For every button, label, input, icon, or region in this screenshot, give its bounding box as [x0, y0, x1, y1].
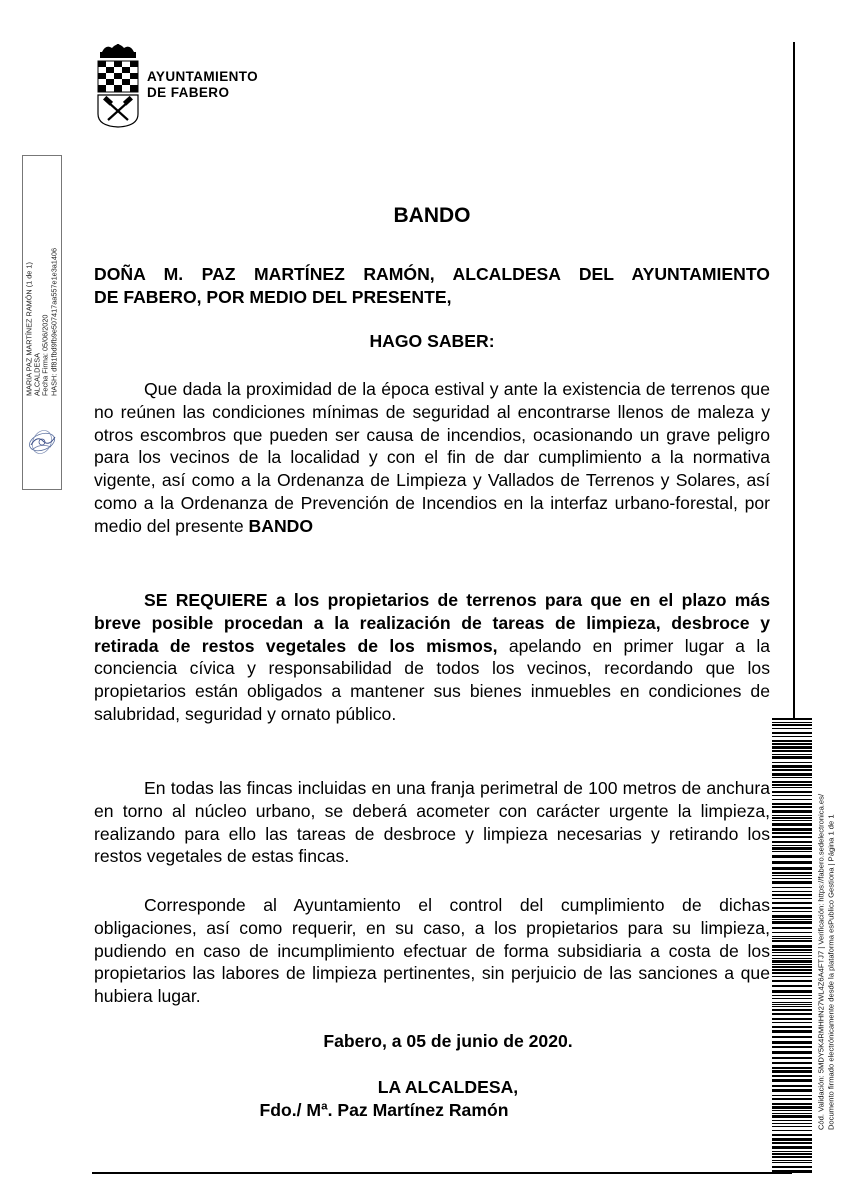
barcode-bar — [772, 1113, 812, 1114]
crossed-hammers-icon — [98, 95, 138, 127]
barcode-bar — [772, 875, 812, 876]
barcode-bar — [772, 791, 812, 793]
signatory-role: LA ALCALDESA, — [377, 1077, 519, 1097]
barcode-bar — [772, 787, 812, 788]
paragraph-2 — [94, 589, 770, 726]
document-title: BANDO — [393, 204, 471, 227]
barcode-bar — [772, 817, 812, 819]
barcode-bar — [772, 1002, 812, 1003]
barcode-bar — [772, 1067, 812, 1069]
barcode-bar — [772, 964, 812, 965]
barcode-bar — [772, 845, 812, 846]
barcode-bar — [772, 1162, 812, 1163]
barcode-bar — [772, 718, 812, 720]
barcode-bar — [772, 851, 812, 852]
barcode-bar — [772, 832, 812, 834]
document-date: Fabero, a 05 de junio de 2020. — [323, 1031, 573, 1051]
barcode-bar — [772, 915, 812, 918]
validation-line-2: Documento firmado electrónicamente desde la plataforma esPublico Gestiona | Página 1 de 1 — [826, 814, 835, 1131]
barcode-bar — [772, 938, 812, 939]
signer-role: ALCALDESA — [32, 353, 42, 397]
barcode-bar — [772, 958, 812, 959]
barcode-bar — [772, 1156, 812, 1158]
barcode-bar — [772, 773, 812, 776]
barcode-bar — [772, 940, 812, 942]
barcode-bar — [772, 1057, 812, 1059]
barcode-bar — [772, 1026, 812, 1028]
barcode-bar — [772, 969, 812, 971]
barcode-bar — [772, 881, 812, 884]
barcode-bar — [772, 1153, 812, 1155]
barcode-bar — [772, 921, 812, 924]
signatory-name: Fdo./ Mª. Paz Martínez Ramón — [259, 1100, 509, 1120]
barcode-bar — [772, 1138, 812, 1141]
barcode-bar — [772, 1062, 812, 1064]
barcode-bar — [772, 1009, 812, 1011]
barcode-bar — [772, 743, 812, 745]
heading-line-2: DE FABERO, POR MEDIO DEL PRESENTE, — [94, 287, 452, 307]
barcode-bar — [772, 1110, 812, 1111]
barcode-bar — [772, 777, 812, 778]
barcode-bar — [772, 736, 812, 737]
barcode-bar — [772, 998, 812, 999]
barcode-bar — [772, 765, 812, 768]
paragraph-3: En todas las fincas incluidas en una franja perimetral de 100 metros de anchura en torno al núcleo urbano, se deberá acometer con carácter urgente la limpieza, realizando para ello las tareas de desbroce y limpieza necesarias y retirando los restos vegetales de estas fincas. — [94, 778, 770, 867]
barcode-bar — [772, 949, 812, 951]
barcode-bar — [772, 1134, 812, 1136]
barcode-bar — [772, 769, 812, 771]
barcode-bar — [772, 902, 812, 904]
barcode-bar — [772, 985, 812, 987]
barcode-bar — [772, 1103, 812, 1105]
barcode-bar — [772, 980, 812, 982]
paragraph-4: Corresponde al Ayuntamiento el control del cumplimiento de dichas obligaciones, así como requerir, en su caso, a los propietarios para su limpieza, pudiendo en caso de incumplimiento efectuar de forma subsidiaria a costa de los propietarios las labores de limpieza pertinentes, sin perjuicio de las sanciones a que hubiera lugar. — [94, 895, 770, 1007]
paragraph-1-bold: BANDO — [248, 515, 314, 536]
barcode-bar — [772, 972, 812, 974]
signature-seal-icon — [25, 425, 59, 459]
barcode-bar — [772, 936, 812, 937]
barcode-bar — [772, 781, 812, 783]
barcode-bar — [772, 722, 812, 723]
barcode-bar — [772, 1151, 812, 1152]
barcode-bar — [772, 746, 812, 749]
barcode-bar — [772, 911, 812, 912]
paragraph-1 — [94, 378, 770, 538]
barcode-bar — [772, 952, 812, 953]
logo-wordmark — [147, 69, 258, 101]
barcode-bar — [772, 803, 812, 805]
barcode-bar — [772, 762, 812, 763]
barcode-bar — [772, 841, 812, 843]
barcode-bar — [772, 784, 812, 786]
heading-line-1: DOÑA M. PAZ MARTÍNEZ RAMÓN, ALCALDESA DEL AYUNTAMIENTO — [94, 264, 770, 284]
barcode-bar — [772, 1170, 812, 1173]
barcode-bar — [772, 955, 812, 956]
barcode-bar — [772, 795, 812, 796]
hago-saber-heading: HAGO SABER: — [369, 331, 495, 351]
barcode-bar — [772, 891, 812, 892]
barcode-bar — [772, 828, 812, 831]
barcode-bar — [772, 1146, 812, 1149]
barcode-bar — [772, 867, 812, 870]
barcode-bar — [772, 806, 812, 808]
barcode-bar — [772, 1160, 812, 1161]
barcode-bar — [772, 750, 812, 752]
crown-icon — [100, 44, 136, 58]
validation-code-text — [816, 794, 835, 1130]
barcode-bar — [772, 847, 812, 850]
footer-rule — [92, 1172, 792, 1174]
barcode-bar — [772, 1115, 812, 1118]
barcode-bar — [772, 1142, 812, 1144]
barcode-bar — [772, 1004, 812, 1005]
barcode-bar — [772, 823, 812, 826]
barcode-bar — [772, 945, 812, 948]
barcode-bar — [772, 754, 812, 755]
barcode-bar — [772, 861, 812, 864]
logo-line-1: AYUNTAMIENTO — [147, 69, 259, 84]
barcode-bar — [772, 907, 812, 909]
barcode-bar — [772, 815, 812, 816]
barcode-bar — [772, 855, 812, 858]
barcode-bar — [772, 836, 812, 838]
validation-line-1: Cód. Validación: 5MDY5K4RMHHN27WL4Z6A4FTJ7 | Verificación: https://fabero.sedelectronica.es/ — [816, 793, 826, 1131]
barcode-bar — [772, 732, 812, 734]
paragraph-1-text: Que dada la proximidad de la época estival y ante la existencia de terrenos que no reúnen las condiciones mínimas de seguridad al encontrarse llenos de maleza y otros escombros que pueden ser causa de incendios, ocasionando un grave peligro para los vecinos de la localidad y con el fin de dar cumplimiento a la normativa vigente, así como a la Ordenanza de Limpieza y Vallados de Terrenos y Solares, así como a la Ordenanza de Prevención de Incendios en la interfaz urbano-forestal, por medio del presente — [94, 379, 770, 536]
barcode-bar — [772, 995, 812, 996]
barcode-bar — [772, 878, 812, 879]
barcode-bar — [772, 919, 812, 920]
barcode-bar — [772, 932, 812, 933]
barcode-bar — [772, 887, 812, 888]
barcode-bar — [772, 1126, 812, 1127]
barcode-bar — [772, 927, 812, 929]
barcode-bar — [772, 960, 812, 963]
barcode-bar — [772, 756, 812, 759]
barcode-bar — [772, 1070, 812, 1073]
barcode-bar — [772, 1120, 812, 1121]
signature-hash: HASH: df81fbd9fb9e507417aa557e1e3a1406 — [49, 247, 59, 397]
barcode-bar — [772, 966, 812, 968]
barcode-bar — [772, 1166, 812, 1168]
barcode-bar — [772, 1098, 812, 1100]
signature-date: Fecha Firma: 05/06/2020 — [41, 314, 50, 397]
barcode-bar — [772, 1018, 812, 1020]
signer-name: MARIA PAZ MARTÍNEZ RAMÓN (1 de 1) — [24, 262, 34, 397]
barcode-bar — [772, 872, 812, 874]
barcode-bar — [772, 894, 812, 896]
barcode-bar — [772, 799, 812, 800]
checkered-shield-icon — [98, 61, 138, 92]
barcode-bar — [772, 1022, 812, 1023]
barcode-bar — [772, 820, 812, 821]
barcode-bar — [772, 1123, 812, 1124]
barcode-bar — [772, 810, 812, 813]
barcode-bar — [772, 990, 812, 993]
barcode-bar — [772, 1130, 812, 1131]
logo-line-2: DE FABERO — [147, 85, 230, 100]
barcode-bar — [772, 1006, 812, 1007]
barcode-bar — [772, 728, 812, 729]
barcode-bar — [772, 898, 812, 899]
signature-details — [26, 248, 59, 396]
paragraph-2-bold: SE REQUIERE a los propietarios de terrenos para que en el plazo más breve posible procedan a la realización de tareas de limpieza, desbroce y retirada de restos vegetales de los mismos, — [94, 590, 770, 656]
validation-barcode — [772, 718, 812, 1174]
barcode-bar — [772, 1013, 812, 1015]
right-margin-rule — [793, 42, 795, 718]
barcode-bar — [772, 740, 812, 742]
barcode-bar — [772, 976, 812, 977]
barcode-bar — [772, 1106, 812, 1109]
barcode-bar — [772, 724, 812, 726]
paragraph-2-text: apelando en primer lugar a la conciencia cívica y responsabilidad de todos los vecinos, recordando que los propietarios están obligados a mantener sus bienes inmuebles en condiciones de salubridad, seguridad y ornato público. — [94, 635, 771, 724]
